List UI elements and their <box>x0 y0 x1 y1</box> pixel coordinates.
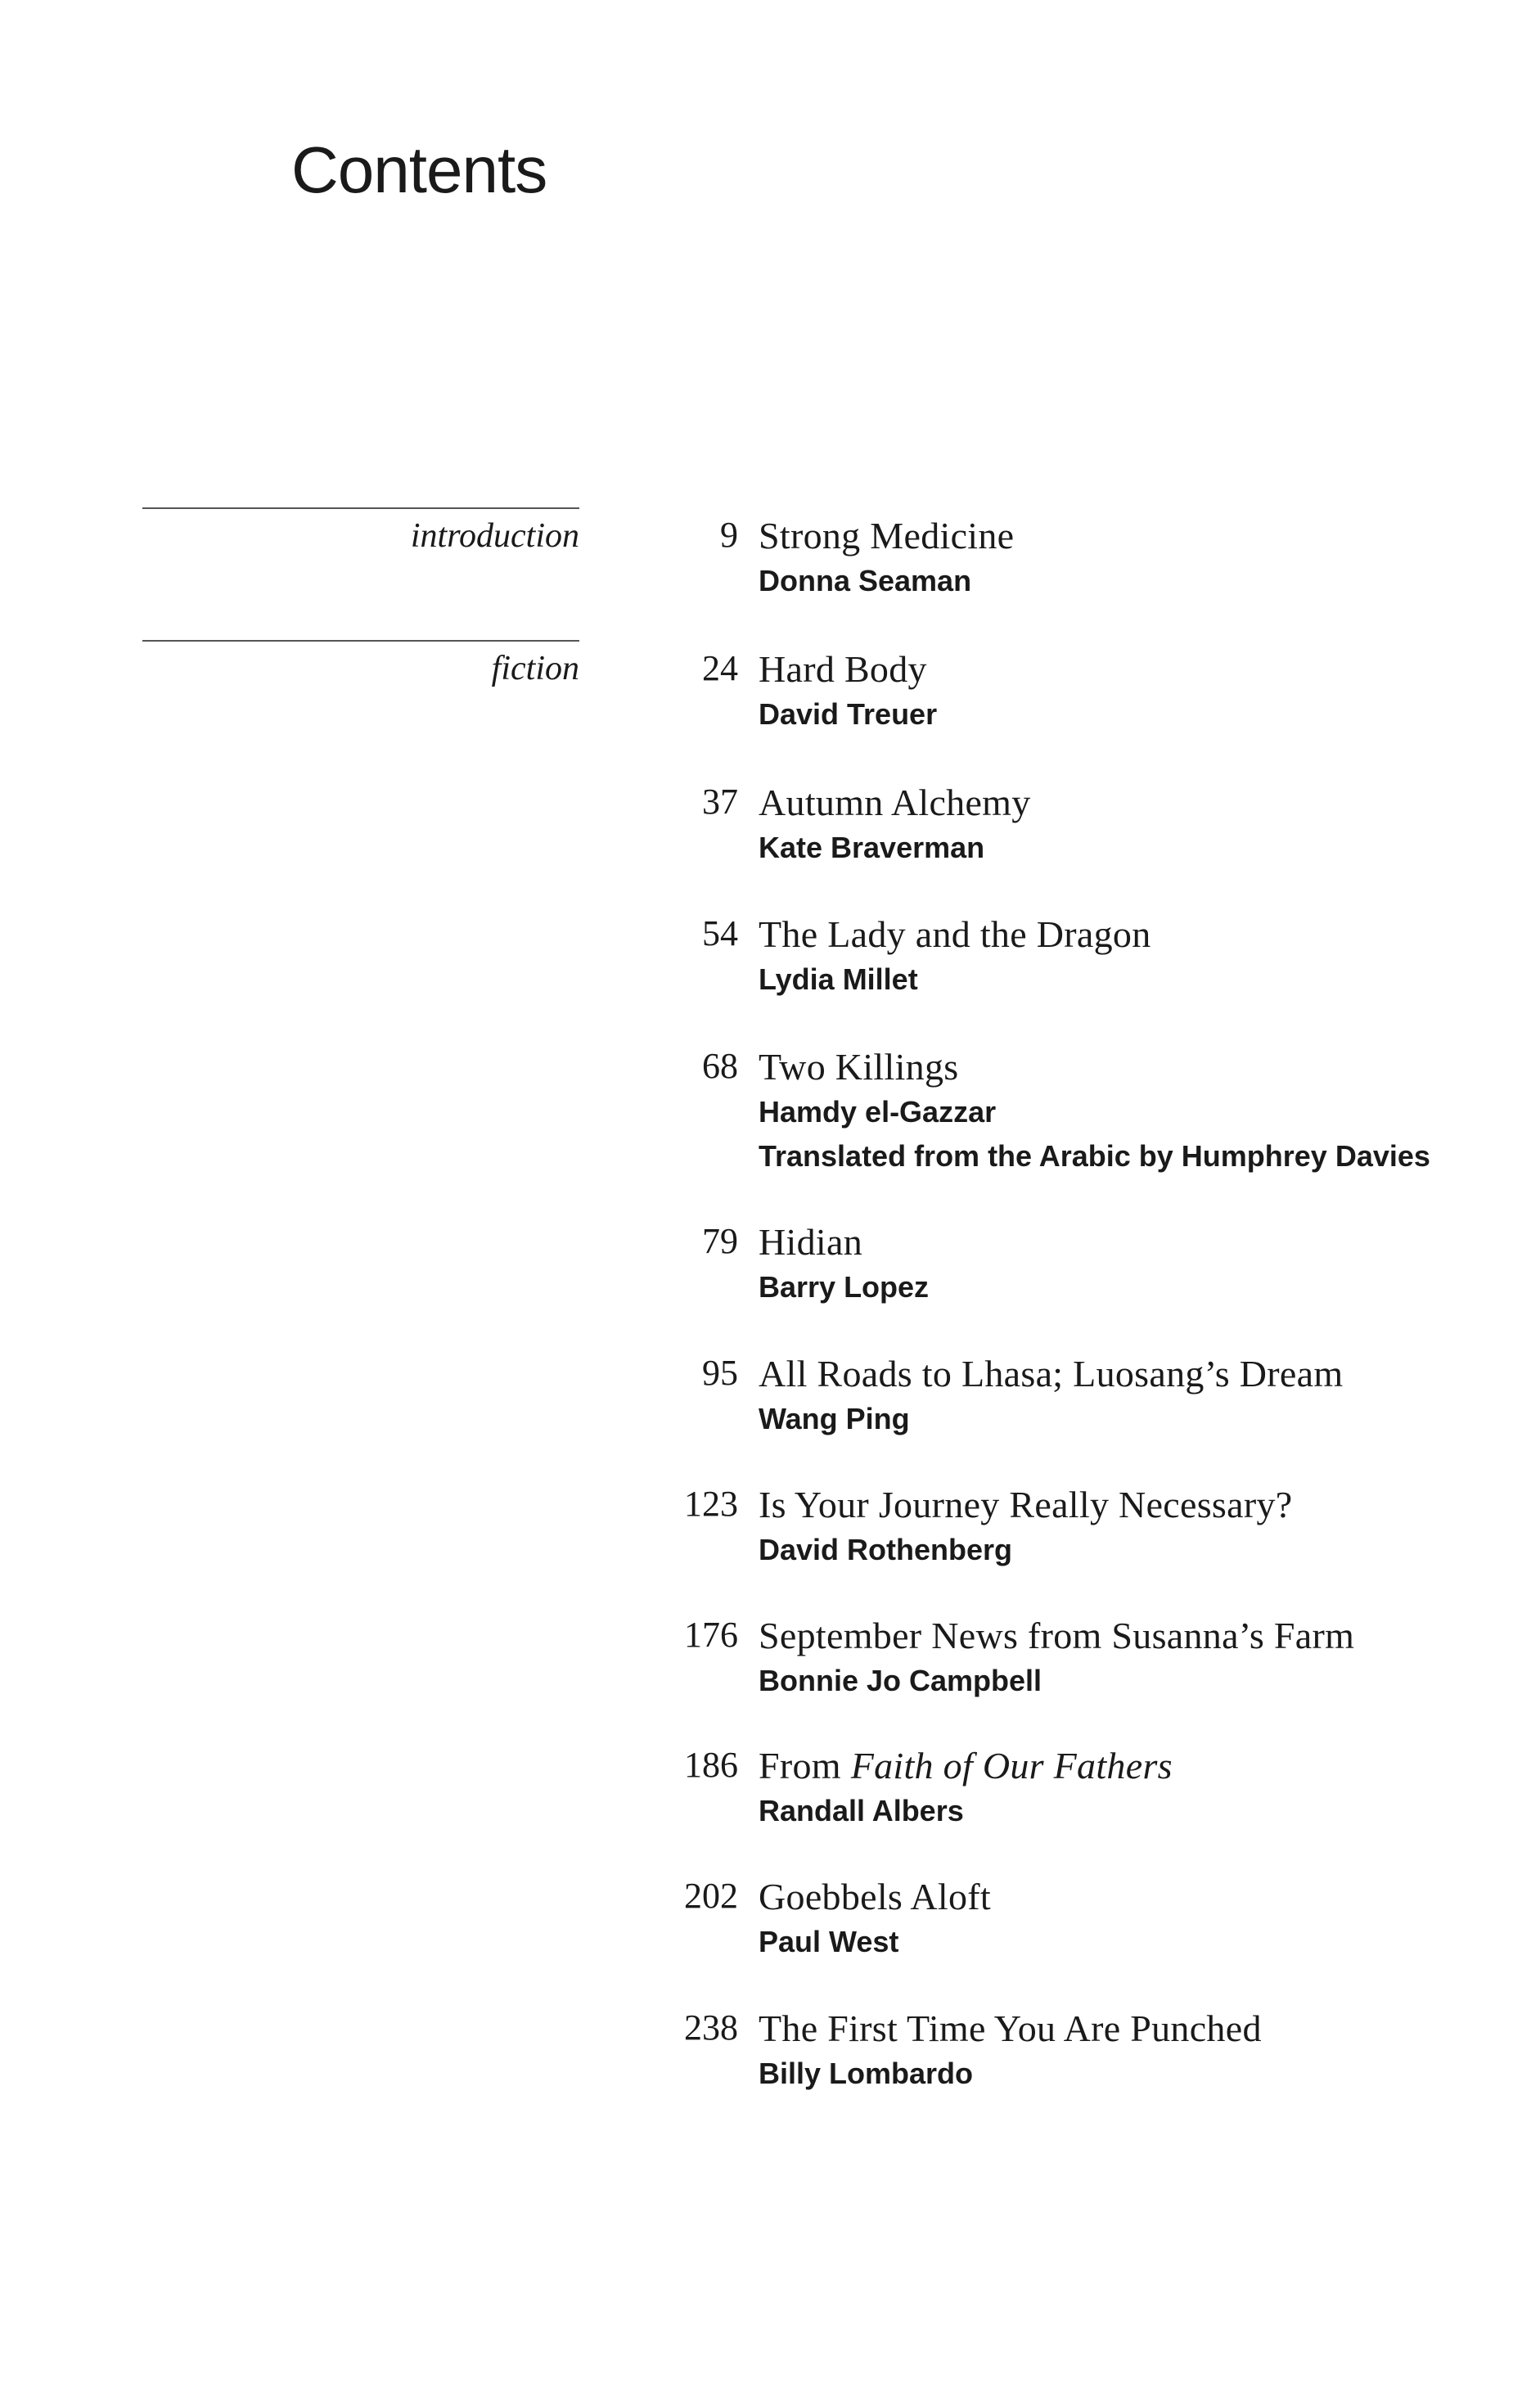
entry-title: Is Your Journey Really Necessary? <box>759 1484 1293 1525</box>
entry-page-number: 186 <box>684 1745 738 1785</box>
section-divider-introduction <box>142 507 579 509</box>
entry-translator: Translated from the Arabic by Humphrey Davies <box>759 1139 1430 1173</box>
entry-author: Paul West <box>759 1925 899 1958</box>
entry-author: Billy Lombardo <box>759 2057 974 2090</box>
entry-author: David Treuer <box>759 697 938 731</box>
entry-author: David Rothenberg <box>759 1533 1013 1566</box>
entry-author: Kate Braverman <box>759 831 985 864</box>
entry-title: Strong Medicine <box>759 515 1015 556</box>
entry-title: Two Killings <box>759 1046 959 1088</box>
entry-page-number: 123 <box>684 1484 738 1524</box>
entry-title: The First Time You Are Punched <box>759 2007 1262 2049</box>
entry-title: The Lady and the Dragon <box>759 913 1151 955</box>
entry-title: Goebbels Aloft <box>759 1876 991 1917</box>
entry-title: Hidian <box>759 1221 862 1263</box>
entry-title: September News from Susanna’s Farm <box>759 1615 1355 1656</box>
entry-title: All Roads to Lhasa; Luosang’s Dream <box>759 1353 1344 1394</box>
entry-page-number: 54 <box>702 913 738 953</box>
entry-author: Wang Ping <box>759 1402 910 1435</box>
entry-title <box>759 1747 1173 1785</box>
page-title: Contents <box>291 133 547 206</box>
entry-page-number: 202 <box>684 1876 738 1916</box>
entry-author: Bonnie Jo Campbell <box>759 1664 1042 1697</box>
entry-title: Hard Body <box>759 648 927 690</box>
entry-author: Randall Albers <box>759 1794 964 1827</box>
entry-page-number: 238 <box>684 2007 738 2048</box>
section-divider-fiction <box>142 640 579 642</box>
section-label-introduction: introduction <box>410 517 579 555</box>
entry-page-number: 176 <box>684 1615 738 1655</box>
section-label-fiction: fiction <box>491 650 579 687</box>
entry-author: Barry Lopez <box>759 1270 930 1304</box>
entry-title: Autumn Alchemy <box>759 782 1031 823</box>
entry-page-number: 37 <box>702 782 738 822</box>
entry-author: Donna Seaman <box>759 564 972 597</box>
entry-page-number: 95 <box>702 1353 738 1393</box>
entry-page-number: 79 <box>702 1221 738 1261</box>
entry-page-number: 68 <box>702 1046 738 1086</box>
entry-page-number: 9 <box>720 515 738 555</box>
entry-author: Lydia Millet <box>759 962 918 996</box>
entry-title-italic: Faith of Our Fathers <box>850 1745 1173 1786</box>
entry-page-number: 24 <box>702 648 738 688</box>
entry-author: Hamdy el-Gazzar <box>759 1095 997 1129</box>
entry-title-prefix: From <box>759 1745 851 1786</box>
